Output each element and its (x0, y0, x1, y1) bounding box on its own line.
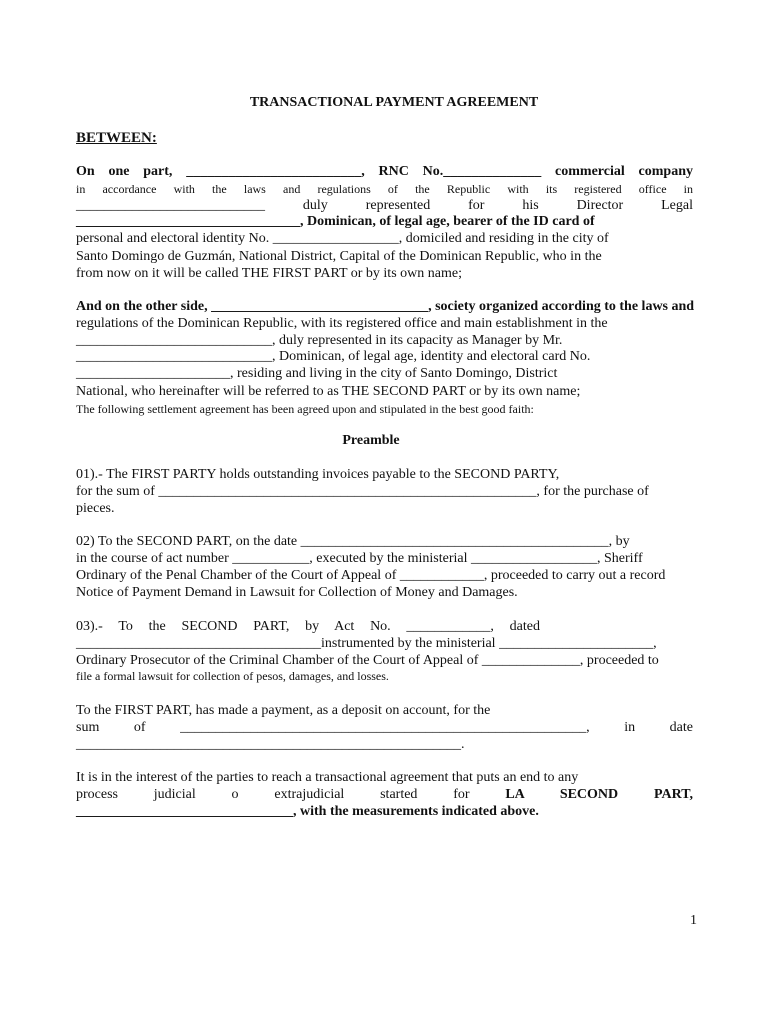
la-second-part-bold: LA SECOND PART, (505, 787, 693, 802)
clause-01-line-3: pieces. (76, 501, 115, 516)
clause-03-line-4: file a formal lawsuit for collection of pesos, damages, and losses. (76, 669, 389, 683)
first-party-line-5: personal and electoral identity No. __________________, domiciled and residing in the city of (76, 231, 609, 246)
clause-02-line-4: Notice of Payment Demand in Lawsuit for Collection of Money and Damages. (76, 585, 518, 600)
second-party-line-5: ______________________, residing and living in the city of Santo Domingo, District (76, 366, 558, 381)
clause-01-line-1: 01).- The FIRST PARTY holds outstanding invoices payable to the SECOND PARTY, (76, 467, 560, 482)
payment-line-3: _______________________________________________________. (76, 737, 465, 752)
between-heading: BETWEEN: (76, 130, 157, 146)
clause-02-line-2: in the course of act number ___________, executed by the ministerial __________________, Sheriff (76, 551, 643, 566)
clause-01-line-2: for the sum of ______________________________________________________, for the purchase of (76, 484, 649, 499)
first-party-line-7: from now on it will be called THE FIRST PART or by its own name; (76, 266, 462, 281)
first-party-line-2: in accordance with the laws and regulations of the Republic with its registered office in (76, 182, 693, 196)
first-party-line-4-text: ________________________________, Dominican, of legal age, bearer of the ID card of (76, 214, 595, 229)
clause-03-line-2: ___________________________________instrumented by the ministerial ______________________, (76, 636, 657, 651)
clause-02-line-1: 02) To the SECOND PART, on the date ____________________________________________, by (76, 534, 630, 549)
interest-line-3: _______________________________, with the measurements indicated above. (76, 804, 539, 819)
second-party-line-3: ____________________________, duly represented in its capacity as Manager by Mr. (76, 333, 563, 348)
preamble-heading: Preamble (342, 433, 400, 448)
first-party-line-3: ___________________________ duly represented for his Director Legal (76, 198, 693, 213)
interest-line-2-text: process judicial o extrajudicial started for LA SECOND PART, (76, 787, 693, 802)
settlement-statement: The following settlement agreement has been agreed upon and stipulated in the best good faith: (76, 402, 534, 416)
second-party-line-2: regulations of the Dominican Republic, with its registered office and main establishment in the (76, 316, 608, 331)
second-party-line-6: National, who hereinafter will be referred to as THE SECOND PART or by its own name; (76, 384, 581, 399)
clause-03-line-1: 03).- To the SECOND PART, by Act No. ____________, dated (76, 619, 540, 634)
payment-line-1: To the FIRST PART, has made a payment, as a deposit on account, for the (76, 703, 491, 718)
first-party-line-6: Santo Domingo de Guzmán, National District, Capital of the Dominican Republic, who in the (76, 249, 602, 264)
interest-line-2 (76, 786, 693, 803)
first-party-line-1: On one part, _________________________, RNC No.______________ commercial company (76, 164, 693, 179)
clause-02-line-3: Ordinary of the Penal Chamber of the Court of Appeal of ____________, proceeded to carry out a record (76, 568, 666, 583)
first-party-line-4 (76, 213, 693, 230)
clause-03-line-3: Ordinary Prosecutor of the Criminal Chamber of the Court of Appeal of ______________, proceeded to (76, 653, 659, 668)
page-number: 1 (690, 913, 697, 928)
document-title: TRANSACTIONAL PAYMENT AGREEMENT (249, 95, 539, 110)
second-party-line-4: ____________________________, Dominican, of legal age, identity and electoral card No. (76, 349, 591, 364)
payment-line-2: sum of __________________________________________________________, in date (76, 720, 693, 735)
interest-line-1: It is in the interest of the parties to reach a transactional agreement that puts an end to any (76, 770, 579, 785)
second-party-line-1: And on the other side, _______________________________, society organized according to the laws and (76, 299, 695, 314)
